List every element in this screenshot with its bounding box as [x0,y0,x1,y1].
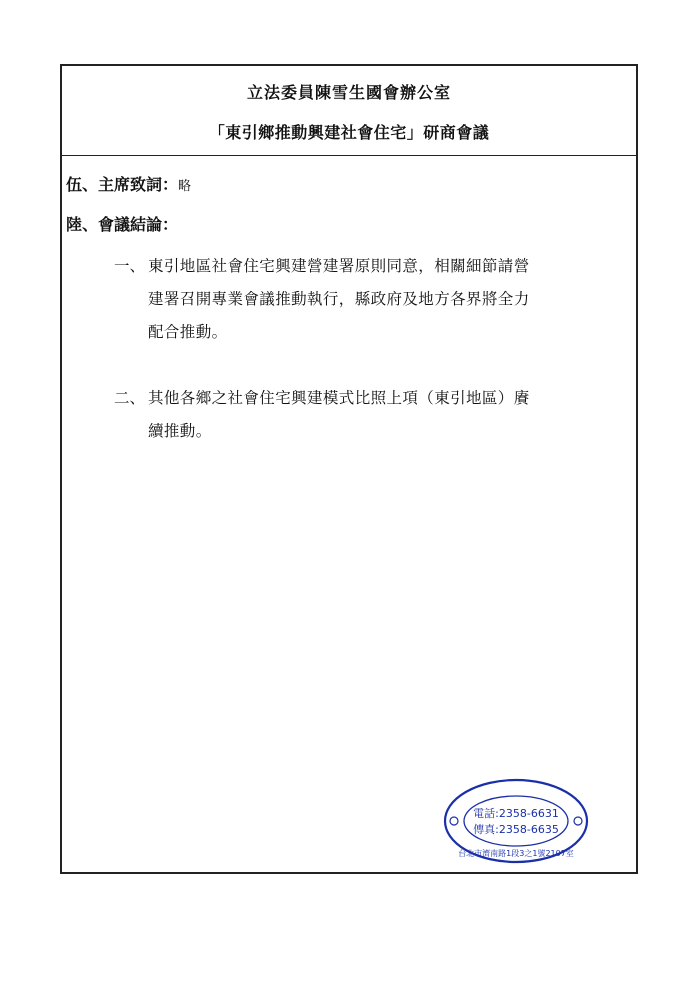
conclusion-item-2-line: 續推動。 [148,422,212,440]
stamp-address: 台北市濟南路1段3之1號2107室 [458,849,574,858]
conclusion-item-1-number: 一、 [114,257,146,275]
section-conclusions-label: 陸、會議結論： [66,215,179,234]
stamp-fax: 傳真:2358-6635 [473,823,559,836]
conclusion-item-2-number: 二、 [114,389,146,407]
stamp-phone: 電話:2358-6631 [473,807,559,820]
conclusion-item-1-line: 東引地區社會住宅興建營建署原則同意，相關細節請營 [148,257,530,275]
section-chair-speech-value: 略 [178,179,192,194]
conclusion-item-2-line: 其他各鄉之社會住宅興建模式比照上項（東引地區）賡 [148,389,530,407]
office-title: 立法委員陳雪生國會辦公室 [246,83,451,102]
section-chair-speech-label: 伍、主席致詞： [66,175,179,194]
document-header [62,66,636,156]
conclusion-item-1-line: 配合推動。 [148,323,228,341]
document-frame [60,64,638,874]
section-chair-speech [66,172,191,195]
conclusion-item-1-line: 建署召開專業會議推動執行，縣政府及地方各界將全力 [148,290,530,308]
office-seal-stamp [442,777,590,865]
meeting-title: 「東引鄉推動興建社會住宅」研商會議 [208,123,490,142]
